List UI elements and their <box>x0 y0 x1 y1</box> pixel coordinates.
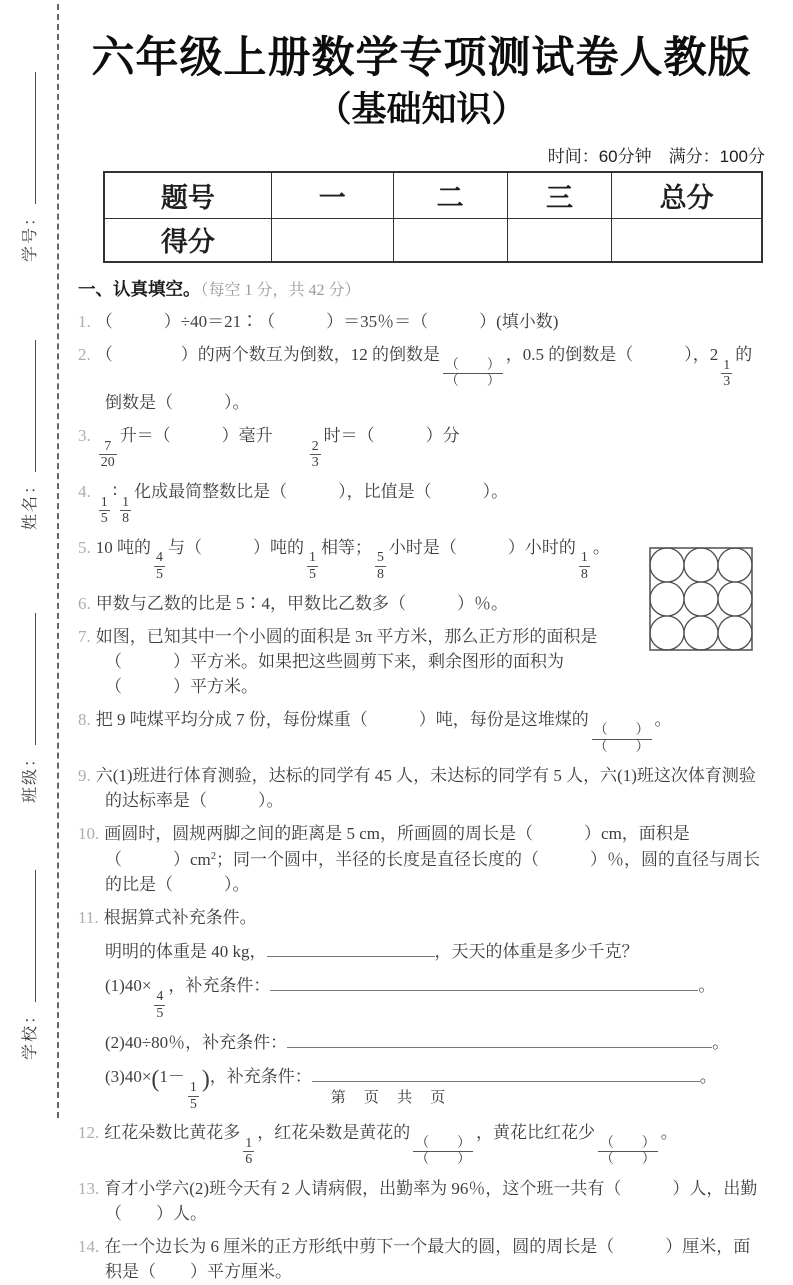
fraction-numerator: 1 <box>122 494 130 510</box>
questions-list <box>78 309 765 1285</box>
question-item <box>78 821 765 896</box>
score-cell <box>507 218 612 262</box>
page-subtitle: （基础知识） <box>316 90 527 130</box>
score-cell <box>393 218 507 262</box>
question-number: 13. <box>78 1179 100 1198</box>
fill-in-blank-line <box>287 1032 712 1048</box>
question-subline: (1)40× $\frac{4}{5}$ ，补充条件： 。 <box>105 976 716 1021</box>
fraction-denominator: 5 <box>189 1096 197 1112</box>
score-table-col-header: 一 <box>271 172 393 219</box>
blank-fraction <box>413 1136 473 1168</box>
question-number: 5. <box>78 537 91 557</box>
fraction <box>154 989 165 1021</box>
blank-fraction-numerator: （ ） <box>445 357 501 373</box>
nine-circles-in-square-figure <box>648 546 754 652</box>
fraction-numerator: 5 <box>376 550 384 566</box>
fraction-numerator: 1 <box>100 494 108 510</box>
fill-in-blank-line <box>312 1066 700 1082</box>
fraction-denominator: 8 <box>376 567 384 583</box>
question-item <box>78 905 765 1112</box>
fraction <box>154 550 165 582</box>
score-table-score-row <box>104 218 762 262</box>
fill-in-blank-line <box>270 975 698 991</box>
student-info-label: 学号： <box>22 207 39 262</box>
question-item <box>78 309 765 334</box>
fraction-numerator: 1 <box>308 550 316 566</box>
question-subline: (3)40×(1－ $\frac{1}{5}$ )，补充条件： 。 <box>105 1066 717 1112</box>
blank-fraction-denominator: （ ） <box>415 1152 471 1168</box>
exam-meta: 时间：60分钟 满分：100分 <box>547 146 765 166</box>
score-row-label: 得分 <box>104 218 271 262</box>
score-cell <box>271 218 393 262</box>
student-info-field <box>13 70 39 262</box>
student-info-field <box>13 338 39 530</box>
page-title: 六年级上册数学专项测试卷人教版 <box>91 34 752 82</box>
fraction-denominator: 5 <box>100 511 108 527</box>
fill-in-blank-line <box>267 941 435 957</box>
student-info-blank-line <box>35 72 36 204</box>
fraction <box>721 358 732 390</box>
fraction-numerator: 1 <box>723 357 731 373</box>
fraction <box>99 495 110 527</box>
score-table-header-row <box>104 172 762 219</box>
blank-fraction <box>592 723 652 755</box>
fraction-denominator: 8 <box>580 567 588 583</box>
fraction <box>243 1136 254 1168</box>
question-number: 3. <box>78 426 91 446</box>
question-item <box>78 763 765 813</box>
fraction-numerator: 4 <box>156 988 164 1004</box>
question-number: 9. <box>78 766 91 786</box>
score-table-col-header: 总分 <box>612 172 762 219</box>
blank-fraction-numerator: （ ） <box>415 1135 471 1151</box>
question-number: 7. <box>78 626 91 646</box>
question-text: 在一个边长为 6 厘米的正方形纸中剪下一个最大的圆，圆的周长是（ ）厘米，面积是（ ）平方厘米。 <box>104 1237 751 1282</box>
fraction-numerator: 2 <box>311 438 319 454</box>
question-text: $\frac{1}{5}$ ∶ $\frac{1}{8}$ 化成最简整数比是（ ），比值是（ ）。 <box>100 481 509 527</box>
student-info-blank-line <box>35 613 36 745</box>
fraction-denominator: 20 <box>100 455 115 471</box>
question-text: 六(1)班进行体育测验，达标的同学有 45 人，未达标的同学有 5 人，六(1)班这次体育测验的达标率是（ ）。 <box>95 766 756 811</box>
blank-fraction-numerator: （ ） <box>599 1135 656 1151</box>
question-item <box>78 423 765 471</box>
big-parenthesis: ) <box>201 1066 210 1093</box>
question-text: 育才小学六(2)班今天有 2 人请病假，出勤率为 96％，这个班一共有（ ）人，出勤（ ）人。 <box>104 1179 758 1224</box>
student-info-label: 班级： <box>22 748 39 803</box>
question-text: 甲数与乙数的比是 5∶4，甲数比乙数多（ ）％。 <box>95 593 508 613</box>
blank-fraction <box>443 358 503 390</box>
blank-fraction-denominator: （ ） <box>599 1152 656 1168</box>
score-table-col-header: 三 <box>507 172 612 219</box>
question-number: 2. <box>78 345 91 365</box>
fold-dashed-line <box>57 4 59 1118</box>
score-cell <box>612 218 762 262</box>
superscript: 2 <box>210 850 217 862</box>
fraction <box>99 439 117 471</box>
question-item <box>78 624 635 699</box>
student-info-field <box>13 868 39 1060</box>
blank-fraction-numerator: （ ） <box>593 722 650 738</box>
fraction-numerator: 1 <box>189 1079 197 1095</box>
fraction <box>375 550 386 582</box>
question-number: 6. <box>78 593 91 613</box>
question-text: （ ）的两个数互为倒数，12 的倒数是 $\frac{( )}{( )}$ ，0.5 的倒数是（ ），2 $\frac{1}{3}$ 的倒数是（ ）。 <box>95 345 753 412</box>
question-item <box>78 1234 765 1284</box>
fraction <box>307 550 318 582</box>
blank-fraction <box>598 1136 658 1168</box>
page-footer: 第 页 共 页 <box>330 1089 453 1106</box>
fraction-numerator: 1 <box>245 1135 253 1151</box>
fraction-numerator: 1 <box>580 550 588 566</box>
question-text: 10 吨的 $\frac{4}{5}$ 与（ ）吨的 $\frac{1}{5}$ 相等； $\frac{5}{8}$ 小时是（ ）小时的 $\frac{1}{8}$ 。 <box>95 537 610 583</box>
question-subline: 明明的体重是 40 kg， ，天天的体重是多少千克？ <box>105 942 639 962</box>
question-text: （ ）÷40＝21∶（ ）＝35％＝（ ）(填小数) <box>95 311 559 331</box>
section-note: （每空 1 分，共 42 分） <box>200 281 361 299</box>
question-number: 10. <box>78 824 100 844</box>
question-item <box>78 707 765 755</box>
question-number: 1. <box>78 311 91 331</box>
blank-fraction-denominator: （ ） <box>593 739 650 755</box>
score-table-col-header: 二 <box>393 172 507 219</box>
question-text: 画圆时，圆规两脚之间的距离是 5 cm，所画圆的周长是（ ）cm，面积是（ ）$cm^2$；同一个圆中，半径的长度是直径长度的（ ）％，圆的直径与周长的比是（ ）。 <box>104 824 761 894</box>
question-item <box>78 1176 765 1226</box>
question-number: 11. <box>78 907 99 927</box>
section-header <box>78 276 765 301</box>
question-text: 红花朵数比黄花多 $\frac{1}{6}$ ，红花朵数是黄花的 $\frac{( )}{( )}$ ，黄花比红花少 $\frac{( )}{( )}$ 。 <box>104 1123 678 1168</box>
section-title: 一、认真填空。 <box>78 278 201 299</box>
fraction <box>579 550 590 582</box>
blank-fraction-denominator: （ ） <box>445 374 501 390</box>
fraction-numerator: 7 <box>104 438 112 454</box>
score-table <box>103 171 763 263</box>
fraction-denominator: 3 <box>723 374 731 390</box>
score-table-corner-label: 题号 <box>104 172 271 219</box>
question-subline: (2)40÷80％，补充条件： 。 <box>105 1033 730 1053</box>
student-info-label: 姓名： <box>22 475 39 530</box>
student-info-blank-line <box>35 340 36 472</box>
fraction-numerator: 4 <box>156 550 163 566</box>
fraction <box>310 439 321 471</box>
fraction <box>120 495 131 527</box>
question-item <box>78 1120 765 1168</box>
fraction-denominator: 5 <box>156 567 163 583</box>
fraction-denominator: 8 <box>122 511 130 527</box>
fraction-denominator: 3 <box>311 455 319 471</box>
question-number: 14. <box>78 1237 100 1257</box>
fraction-denominator: 6 <box>245 1152 253 1168</box>
student-info-field <box>13 611 39 803</box>
fraction-denominator: 5 <box>308 567 316 583</box>
student-info-blank-line <box>35 870 36 1002</box>
question-text: 根据算式补充条件。 <box>103 907 257 927</box>
question-number: 8. <box>78 710 91 730</box>
question-number: 12. <box>78 1123 100 1143</box>
question-item <box>78 479 765 527</box>
student-info-label: 学校： <box>22 1005 39 1060</box>
question-item <box>78 342 765 415</box>
question-text: 如图，已知其中一个小圆的面积是 3π 平方米，那么正方形的面积是（ ）平方米。如果把这些圆剪下来，剩余图形的面积为（ ）平方米。 <box>95 626 598 697</box>
question-number: 4. <box>78 481 91 501</box>
question-text: $\frac{7}{20}$ 升＝（ ）毫升 $\frac{2}{3}$ 时＝（ ）分 <box>100 426 460 471</box>
fraction-denominator: 5 <box>156 1005 164 1021</box>
question-text: 把 9 吨煤平均分成 7 份，每份煤重（ ）吨，每份是这堆煤的 $\frac{( )}{( )}$ 。 <box>95 710 672 755</box>
big-parenthesis: ( <box>151 1066 160 1093</box>
